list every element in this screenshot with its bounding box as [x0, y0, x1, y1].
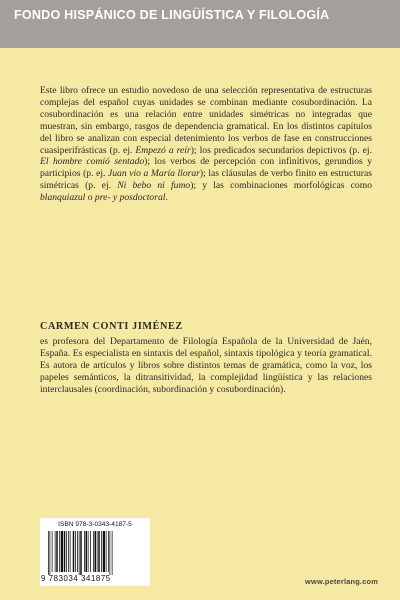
- barcode-icon: [48, 531, 142, 575]
- blurb-text: ); las cláusulas de verbo finito en estructuras simétricas (p. ej.: [40, 168, 372, 192]
- example-italic: Empezó a reír: [135, 144, 191, 156]
- isbn-label: ISBN 978-3-0343-4187-5: [58, 521, 132, 528]
- series-header-band: [0, 0, 400, 48]
- example-italic: Ni bebo ni fumo: [117, 180, 191, 192]
- blurb-text: ); los predicados secundarios depictivos (p. ej.: [190, 144, 372, 156]
- blurb-text: ); los verbos de percepción con infinitivos, gerundios y participios (p. ej.: [40, 156, 372, 180]
- publisher-url: www.peterlang.com: [305, 577, 378, 586]
- blurb-text: Este libro ofrece un estudio novedoso de una selección representativa de estructuras complejas del español cuyas unidades se combinan mediante cosubordinación. La cosubordinación es una relación entre unidades simétricas no integradas que muestran, sin embargo, rasgos de dependencia gramatical. En los distintos capítulos del libro se analizan con especial detenimiento los verbos de fase en construcciones cuasiperifrásticas (p. ej.: [40, 85, 372, 156]
- example-italic: Juan vio a María llorar: [107, 168, 200, 180]
- example-italic: El hombre comió sentado: [40, 156, 145, 168]
- example-italic: pre- y posdoctoral: [94, 192, 166, 204]
- blurb-text: .: [165, 192, 168, 204]
- isbn-barcode: [40, 518, 150, 586]
- author-name: CARMEN CONTI JIMÉNEZ: [40, 321, 183, 332]
- blurb-text: o: [85, 192, 95, 204]
- blurb-text: ); y las combinaciones morfológicas como: [190, 180, 372, 192]
- author-bio: es profesora del Departamento de Filología Española de la Universidad de Jaén, España. Es especialista en sintaxis del español, sintaxis tipológica y teoría gramatical. Es autora de artículos y libros sobre distintos temas de gramática, como la voz, los papeles semánticos, la ditransitividad, la complejidad lingüística y las relaciones interclausales (coordinación, subordinación y cosubordinación).: [40, 336, 372, 395]
- example-italic: blanquiazul: [40, 192, 86, 204]
- barcode-digits: 9 783034 341875: [41, 574, 111, 583]
- book-description: [40, 85, 372, 204]
- series-title: FONDO HISPÁNICO DE LINGÜÍSTICA Y FILOLOGÍA: [14, 8, 330, 22]
